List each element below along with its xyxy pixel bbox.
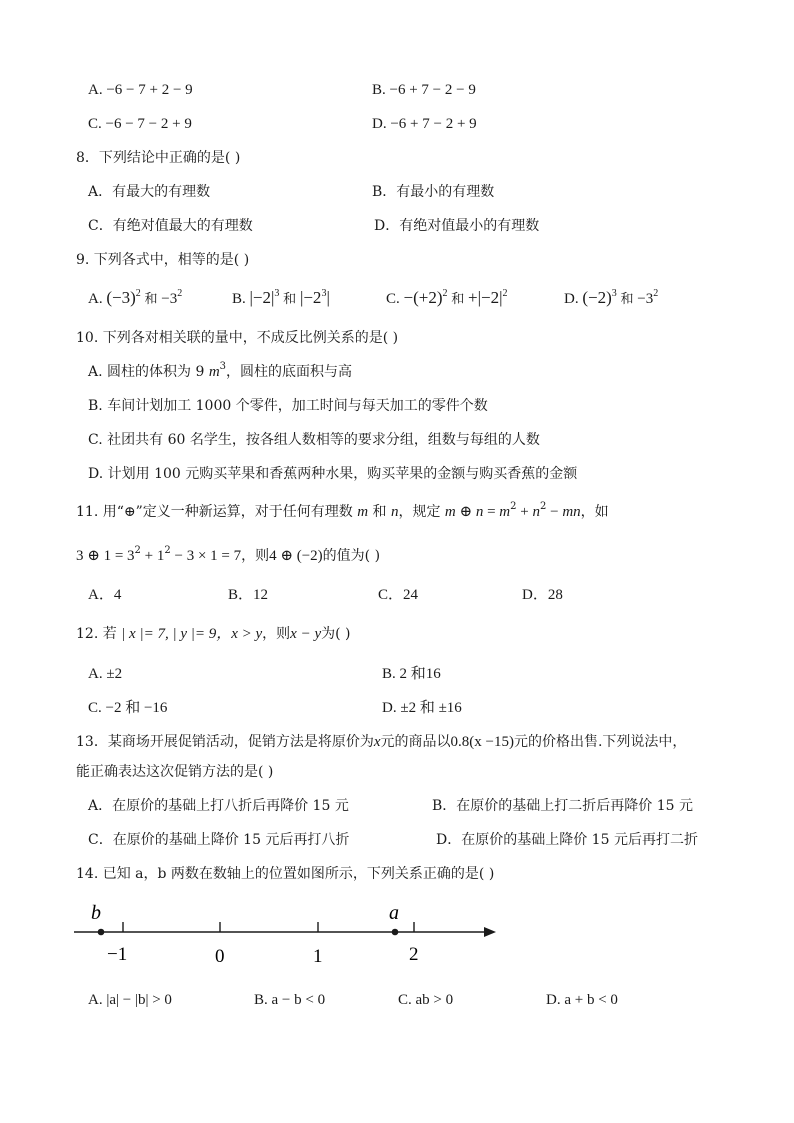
q9-a-expr1: (−3) xyxy=(106,288,136,307)
q12-condition: | x |= 7, | y |= 9，x > y xyxy=(121,626,263,642)
q9-option-d-label: D. xyxy=(564,291,579,307)
q12-option-b: B. 2 和16 xyxy=(382,666,441,682)
q9-c-and: 和 xyxy=(451,292,465,307)
tick-label-0: 0 xyxy=(215,946,225,967)
q14-option-b: B. a − b < 0 xyxy=(254,992,326,1008)
q12-stem-pre: 12. 若 xyxy=(76,626,122,642)
q13-stem-line2: 能正确表达这次促销方法的是( ) xyxy=(76,764,274,780)
tick-label-2: 2 xyxy=(409,944,419,965)
q7-option-c: C. −6 − 7 − 2 + 9 xyxy=(88,116,192,132)
q11-target: 4 ⊕ (−2) xyxy=(269,548,323,564)
point-a-label: a xyxy=(389,902,399,924)
q14-option-a: A. |a| − |b| > 0 xyxy=(88,992,172,1008)
q9-a-exp1: 2 xyxy=(135,288,141,299)
q9-option-c-label: C. xyxy=(386,291,400,307)
q9-b-and: 和 xyxy=(283,292,297,307)
q8-option-c: C．有绝对值最大的有理数 xyxy=(88,218,253,234)
q9-c-expr1: −(+2) xyxy=(403,288,443,307)
q8-option-a: A．有最大的有理数 xyxy=(88,184,211,200)
q10-a-unit: m xyxy=(208,364,220,380)
q14-number-line xyxy=(70,895,510,970)
q9-d-exp1: 3 xyxy=(611,288,617,299)
q12-stem-end: 为( ) xyxy=(321,626,351,642)
q11-rule-m: m xyxy=(499,504,511,520)
q14-option-c: C. ab > 0 xyxy=(398,992,454,1008)
q9-a-and: 和 xyxy=(144,292,158,307)
q13-option-d: D．在原价的基础上降价 15 元后再打二折 xyxy=(436,832,698,848)
q11-ask: 的值为( ) xyxy=(322,548,381,564)
q10-option-b: B. 车间计划加工 1000 个零件，加工时间与每天加工的零件个数 xyxy=(88,398,488,414)
q14-stem: 14. 已知 a，b 两数在数轴上的位置如图所示，下列关系正确的是( ) xyxy=(76,866,495,882)
q9-option-a-label: A. xyxy=(88,291,103,307)
q9-c-exp1: 2 xyxy=(442,288,448,299)
q14-option-d: D. a + b < 0 xyxy=(546,992,618,1008)
q13-price: 0.8(x −15) xyxy=(450,734,514,750)
number-line-arrow xyxy=(484,927,496,937)
q10-option-d: D. 计划用 100 元购买苹果和香蕉两种水果，购买苹果的金额与购买香蕉的金额 xyxy=(88,466,578,482)
q11-rule-lhs: m ⊕ n xyxy=(444,504,484,520)
q13-stem-line1 xyxy=(76,732,686,752)
q9-option-a xyxy=(88,288,182,311)
q11-option-a: A．4 xyxy=(88,587,122,603)
q11-stem-line2 xyxy=(76,546,380,568)
q11-stem-mid: ，规定 xyxy=(398,504,441,520)
q9-option-c xyxy=(386,288,508,311)
q9-a-exp2: 2 xyxy=(177,288,183,299)
q12-option-a: A. ±2 xyxy=(88,666,123,682)
q9-b-expr1: |−2| xyxy=(249,288,275,307)
q9-c-expr2: +|−2| xyxy=(468,288,503,307)
q11-stem-line1 xyxy=(76,502,609,524)
q12-option-c: C. −2 和 −16 xyxy=(88,700,168,716)
q10-a-unit-exp: 3 xyxy=(219,361,227,372)
q9-b-exp2: 3 xyxy=(321,288,327,299)
q13-var-x: x xyxy=(373,734,381,750)
q11-rule-n-exp: 2 xyxy=(539,501,547,512)
q9-option-b-label: B. xyxy=(232,291,246,307)
q11-then: ，则 xyxy=(241,548,270,564)
q11-ex-exp1: 2 xyxy=(134,545,141,556)
q8-option-d: D．有绝对值最小的有理数 xyxy=(374,218,540,234)
q10-option-c: C. 社团共有 60 名学生，按各组人数相等的要求分组，组数与每组的人数 xyxy=(88,432,540,448)
q11-rule-minus: − xyxy=(546,504,563,520)
tick-label-1: 1 xyxy=(313,946,323,967)
q9-stem: 9. 下列各式中，相等的是( ) xyxy=(76,252,250,268)
q9-d-expr1: (−2) xyxy=(582,288,612,307)
q9-a-expr2: −3 xyxy=(161,291,178,307)
q8-option-b: B．有最小的有理数 xyxy=(372,184,495,200)
q9-b-exp1: 3 xyxy=(274,288,280,299)
q13-stem-pre: 13．某商场开展促销活动，促销方法是将原价为 xyxy=(76,734,374,750)
point-b-label: b xyxy=(91,902,101,924)
q11-option-c: C．24 xyxy=(378,587,419,603)
q7-option-b: B. −6 + 7 − 2 − 9 xyxy=(372,82,476,98)
q11-var-n: n xyxy=(390,504,399,520)
q11-rule-m-exp: 2 xyxy=(510,501,517,512)
q8-stem: 8．下列结论中正确的是( ) xyxy=(76,150,241,166)
q7-option-a: A. −6 − 7 + 2 − 9 xyxy=(88,82,193,98)
q9-b-close: | xyxy=(326,288,330,307)
q11-rule-mn: mn xyxy=(562,504,581,520)
q9-d-expr2: −3 xyxy=(637,291,654,307)
q9-b-expr2: |−2 xyxy=(299,288,322,307)
q12-stem-mid: ，则 xyxy=(262,626,291,642)
q13-option-c: C．在原价的基础上降价 15 元后再打八折 xyxy=(88,832,350,848)
q9-c-exp2: 2 xyxy=(502,288,508,299)
q11-option-b: B．12 xyxy=(228,587,269,603)
q13-option-b: B．在原价的基础上打二折后再降价 15 元 xyxy=(432,798,694,814)
point-b-dot xyxy=(98,929,105,936)
q13-stem-end: 元的价格出售.下列说法中， xyxy=(513,734,687,750)
q11-rule-n: n xyxy=(532,504,540,520)
q11-ex-end: − 3 × 1 = 7 xyxy=(170,548,242,564)
q12-option-d: D. ±2 和 ±16 xyxy=(382,700,462,716)
q11-rule-eq: = xyxy=(483,504,500,520)
q11-stem-pre: 11. 用“⊕”定义一种新运算，对于任何有理数 xyxy=(76,504,353,520)
q9-d-and: 和 xyxy=(620,292,634,307)
point-a-dot xyxy=(392,929,399,936)
q11-ex-exp2: 2 xyxy=(164,545,171,556)
q11-example: 3 ⊕ 1 = 3 xyxy=(76,548,135,564)
q10-a-pre: A. 圆柱的体积为 9 xyxy=(88,364,209,380)
q9-option-b xyxy=(232,288,330,311)
q10-option-a xyxy=(88,362,352,384)
q7-option-d: D. −6 + 7 − 2 + 9 xyxy=(372,116,477,132)
q10-a-post: ，圆柱的底面积与高 xyxy=(226,364,353,380)
q10-stem: 10. 下列各对相关联的量中，不成反比例关系的是( ) xyxy=(76,330,399,346)
q11-option-d: D．28 xyxy=(522,587,563,603)
tick-label-neg1: −1 xyxy=(107,944,128,965)
q11-rule-plus: + xyxy=(516,504,533,520)
q11-var-m: m xyxy=(357,504,369,520)
q13-stem-mid: 元的商品以 xyxy=(380,734,451,750)
q12-expr: x − y xyxy=(290,626,322,642)
q11-and: 和 xyxy=(372,504,387,520)
q12-stem xyxy=(76,624,350,644)
q13-option-a: A．在原价的基础上打八折后再降价 15 元 xyxy=(88,798,349,814)
q9-option-d xyxy=(564,288,658,311)
q11-ex-mid: + 1 xyxy=(140,548,165,564)
q11-stem-end: ，如 xyxy=(580,504,609,520)
q9-d-exp2: 2 xyxy=(653,288,659,299)
